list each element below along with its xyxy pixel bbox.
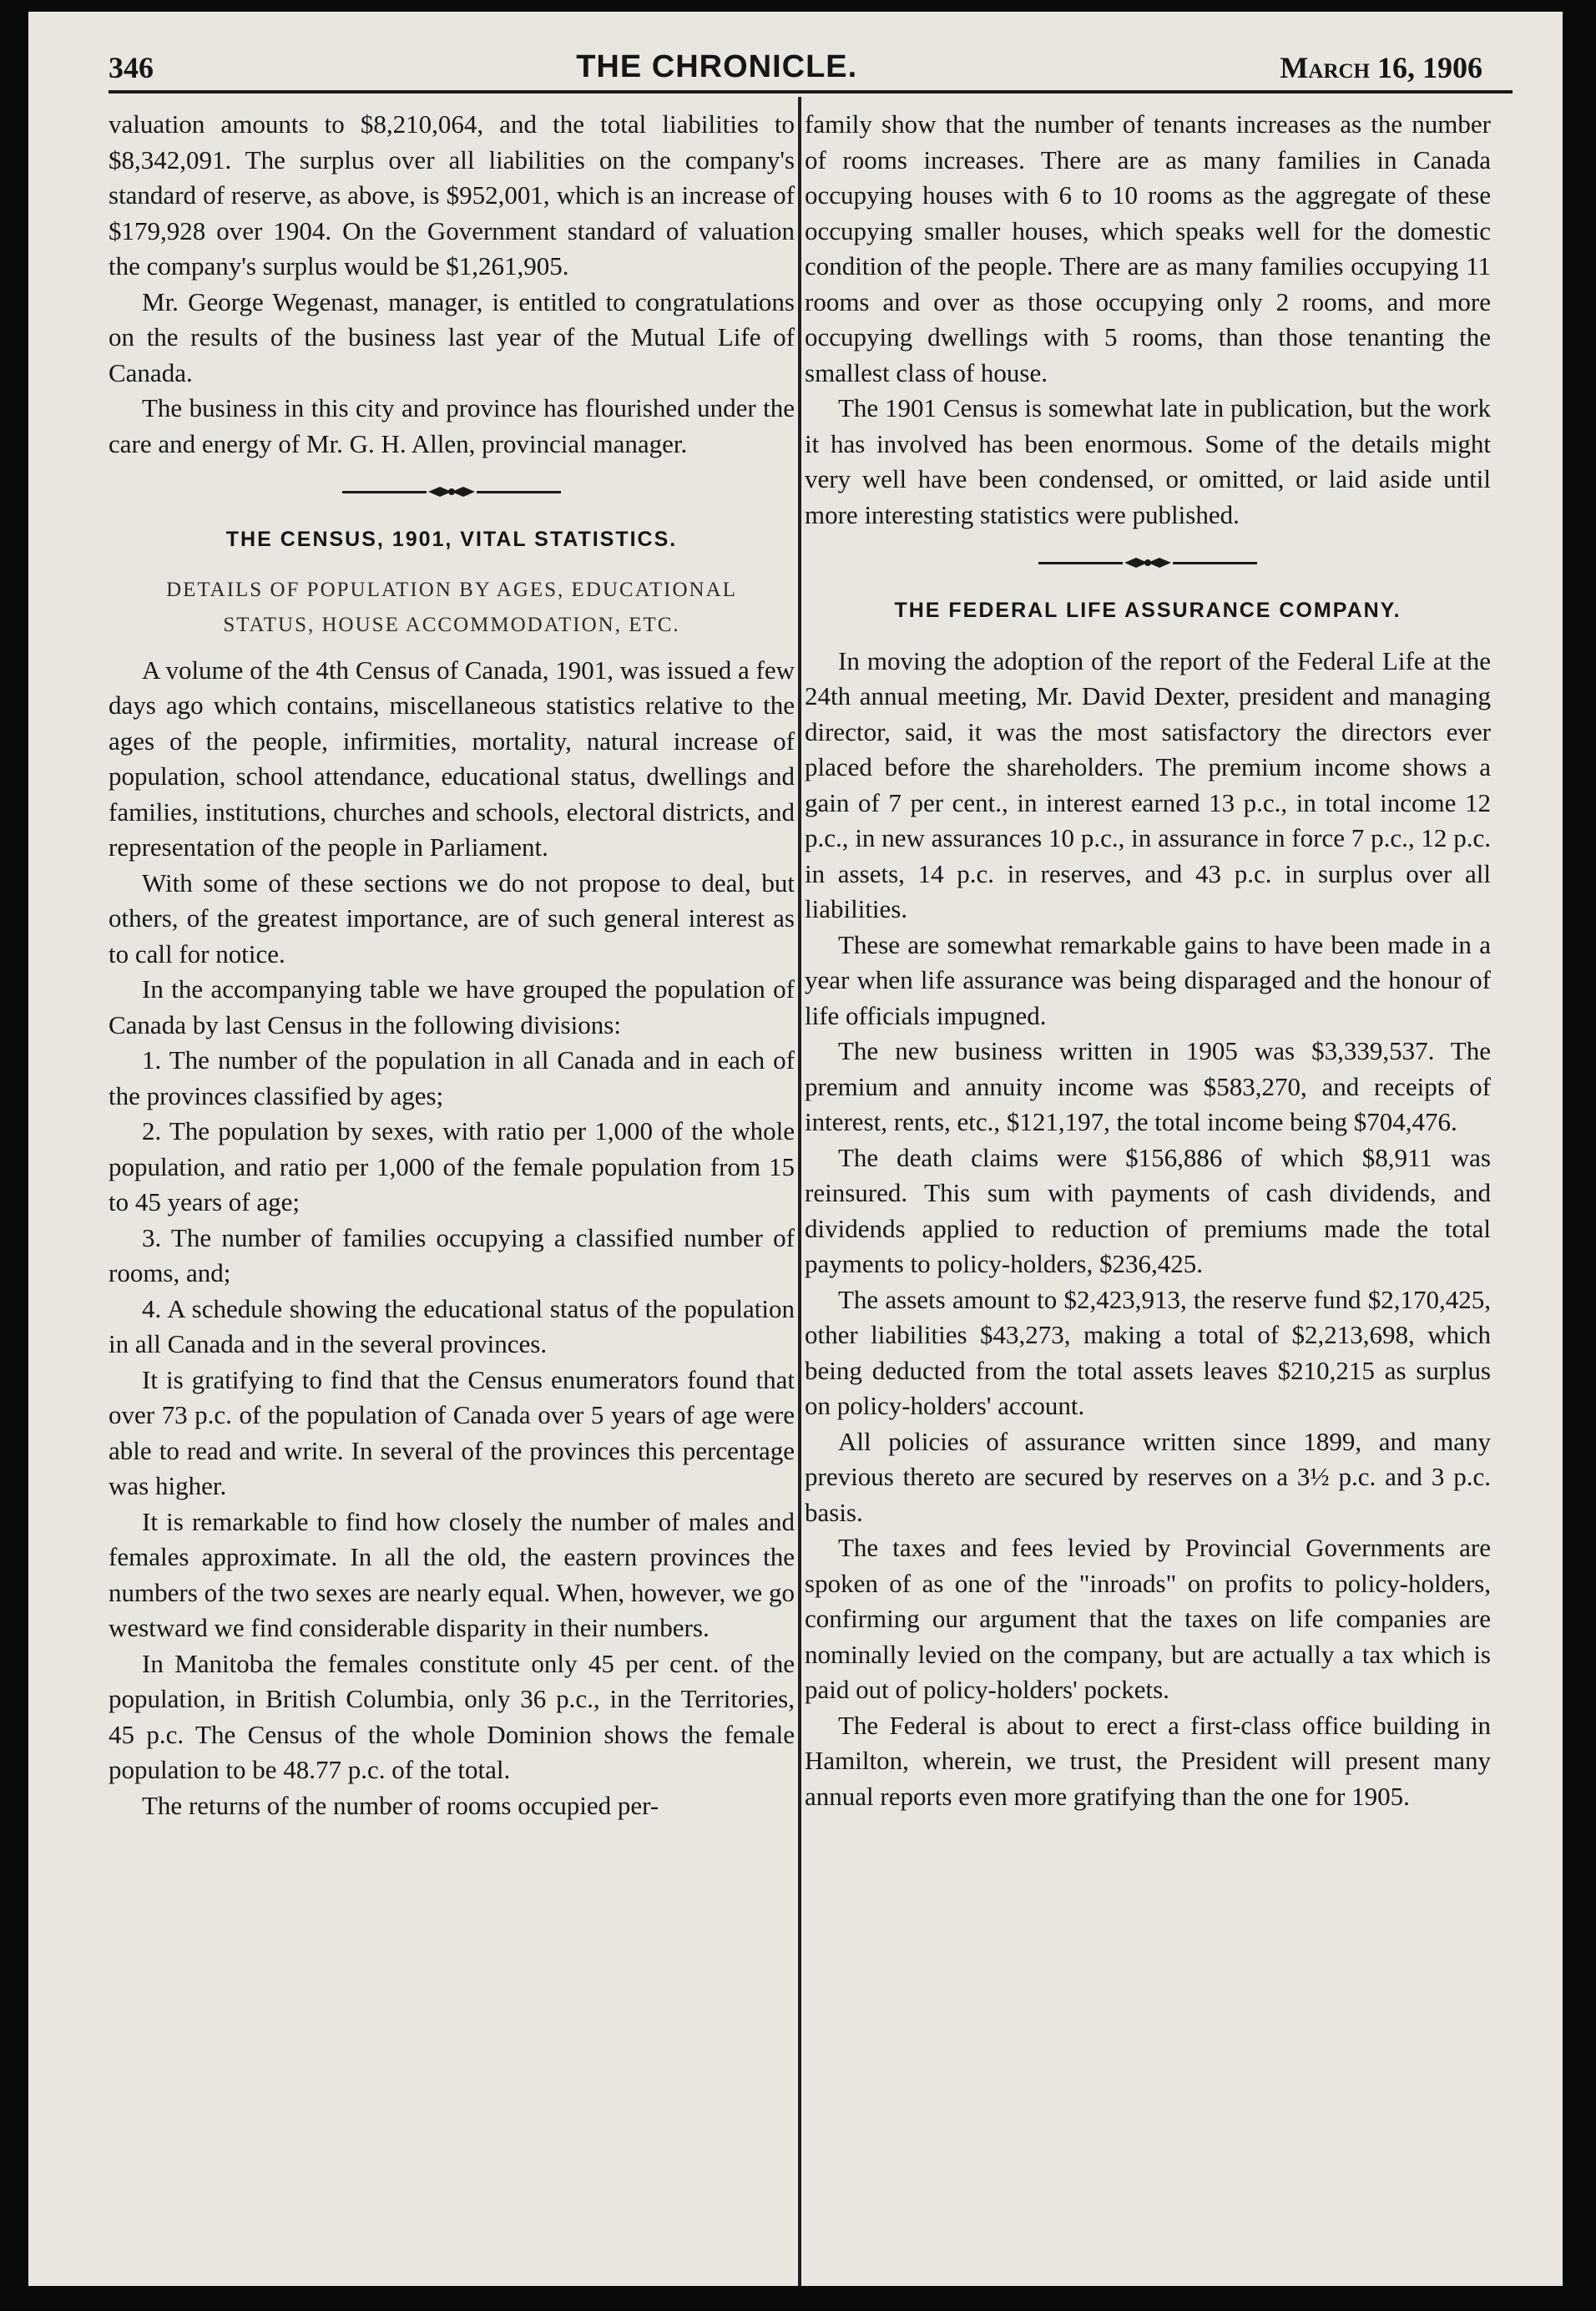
list-item: 1. The number of the population in all Canada and in each of the provinces classified by ages;: [109, 1045, 795, 1110]
article-heading: THE CENSUS, 1901, VITAL STATISTICS.: [225, 528, 678, 551]
column-divider: [798, 97, 801, 2286]
list-item: 4. A schedule showing the educational status of the population in all Canada and in the several provinces.: [109, 1293, 795, 1358]
paragraph: With some of these sections we do not propose to deal, but others, of the greatest importance, are of such general interest as to call for notice.: [109, 867, 795, 968]
paragraph: The death claims were $156,886 of which $8,911 was reinsured. This sum with payments of cash dividends, and dividends applied to reduction of premiums made the total payments to policy-holders, $236,425.: [805, 1142, 1491, 1278]
newspaper-page: [28, 12, 1563, 2286]
paragraph: A volume of the 4th Census of Canada, 1901, was issued a few days ago which contains, miscellaneous statistics relative to the ages of the people, infirmities, mortality, natural increase of population, school attendance, educational status, dwellings and families, institutions, churches and schools, electoral districts, and representation of the people in Parliament.: [109, 655, 795, 862]
header-rule: [109, 90, 1513, 94]
paragraph: It is gratifying to find that the Census enumerators found that over 73 p.c. of the population of Canada over 5 years of age were able to read and write. In several of the provinces this percentage was higher.: [109, 1364, 795, 1500]
article-heading: THE FEDERAL LIFE ASSURANCE COMPANY.: [894, 599, 1402, 622]
paragraph: In moving the adoption of the report of the Federal Life at the 24th annual meeting, Mr. David Dexter, president and managing director, said, it was the most satisfactory the directors ever placed before the shareholders. The premium income shows a gain of 7 per cent., in interest earned 13 p.c., in total income 12 p.c., in new assurances 10 p.c., in assurance in force 7 p.c., 12 p.c. in assets, 14 p.c. in reserves, and 43 p.c. in surplus over all liabilities.: [805, 645, 1491, 923]
right-column: [805, 107, 1491, 1814]
section-ornament: [109, 483, 795, 500]
paragraph: valuation amounts to $8,210,064, and the total liabilities to $8,342,091. The surplus over all liabilities on the company's standard of reserve, as above, is $952,001, which is an increase of $179,928 over 1904. On the Government standard of valuation the company's surplus would be $1,261,905.: [109, 109, 795, 281]
paragraph: The 1901 Census is somewhat late in publication, but the work it has involved has been enormous. Some of the details might very well have been condensed, or omitted, or laid aside until more interesting statistics were published.: [805, 393, 1491, 529]
publication-title: THE CHRONICLE.: [576, 49, 858, 84]
paragraph: The returns of the number of rooms occupied per-: [142, 1790, 659, 1820]
paragraph: It is remarkable to find how closely the number of males and females approximate. In all the old, the eastern provinces the numbers of the two sexes are nearly equal. When, however, we go westward we find considerable disparity in their numbers.: [109, 1506, 795, 1642]
section-ornament: [805, 554, 1491, 571]
paragraph: The new business written in 1905 was $3,339,537. The premium and annuity income was $583,270, and receipts of interest, rents, etc., $121,197, the total income being $704,476.: [805, 1036, 1491, 1136]
page-number: 346: [109, 51, 154, 84]
left-column: [109, 107, 795, 1823]
paragraph: The taxes and fees levied by Provincial Governments are spoken of as one of the "inroads" on profits to policy-holders, confirming our argument that the taxes on life companies are nominally levied on the company, but are actually a tax which is paid out of policy-holders' pockets.: [805, 1533, 1491, 1704]
paragraph: The Federal is about to erect a first-class office building in Hamilton, wherein, we trust, the President will present many annual reports even more gratifying than the one for 1905.: [805, 1710, 1491, 1811]
paragraph: All policies of assurance written since 1899, and many previous thereto are secured by reserves on a 3½ p.c. and 3 p.c. basis.: [805, 1426, 1491, 1527]
paragraph: In the accompanying table we have grouped the population of Canada by last Census in the following divisions:: [109, 974, 795, 1039]
paragraph: These are somewhat remarkable gains to have been made in a year when life assurance was being disparaged and the honour of life officials impugned.: [805, 929, 1491, 1030]
list-item: 2. The population by sexes, with ratio per 1,000 of the whole population, and ratio per 1,000 of the female population from 15 to 45 years of age;: [109, 1116, 795, 1216]
ornament-icon: [1123, 554, 1173, 571]
paragraph: Mr. George Wegenast, manager, is entitled to congratulations on the results of the business last year of the Mutual Life of Canada.: [109, 286, 795, 387]
paragraph: In Manitoba the females constitute only 45 per cent. of the population, in British Columbia, only 36 p.c., in the Territories, 45 p.c. The Census of the whole Dominion shows the female population to be 48.77 p.c. of the total.: [109, 1648, 795, 1784]
article-subheading: DETAILS OF POPULATION BY AGES, EDUCATIONAL STATUS, HOUSE ACCOMMODATION, ETC.: [166, 578, 737, 636]
running-head: [109, 33, 1482, 85]
list-item: 3. The number of families occupying a classified number of rooms, and;: [109, 1222, 795, 1287]
paragraph: family show that the number of tenants increases as the number of rooms increases. There are as many families in Canada occupying houses with 6 to 10 rooms as the aggregate of these occupying smaller houses, which speaks well for the domestic condition of the people. There are as many families occupying 11 rooms and over as those occupying only 2 rooms, and more occupying dwellings with 5 rooms, than those tenanting the smallest class of house.: [805, 109, 1491, 387]
issue-date: March 16, 1906: [1280, 51, 1482, 84]
ornament-icon: [427, 483, 477, 500]
paragraph: The assets amount to $2,423,913, the reserve fund $2,170,425, other liabilities $43,273, making a total of $2,213,698, which being deducted from the total assets leaves $210,215 as surplus on policy-holders' account.: [805, 1284, 1491, 1420]
paragraph: The business in this city and province has flourished under the care and energy of Mr. G. H. Allen, provincial manager.: [109, 393, 795, 458]
